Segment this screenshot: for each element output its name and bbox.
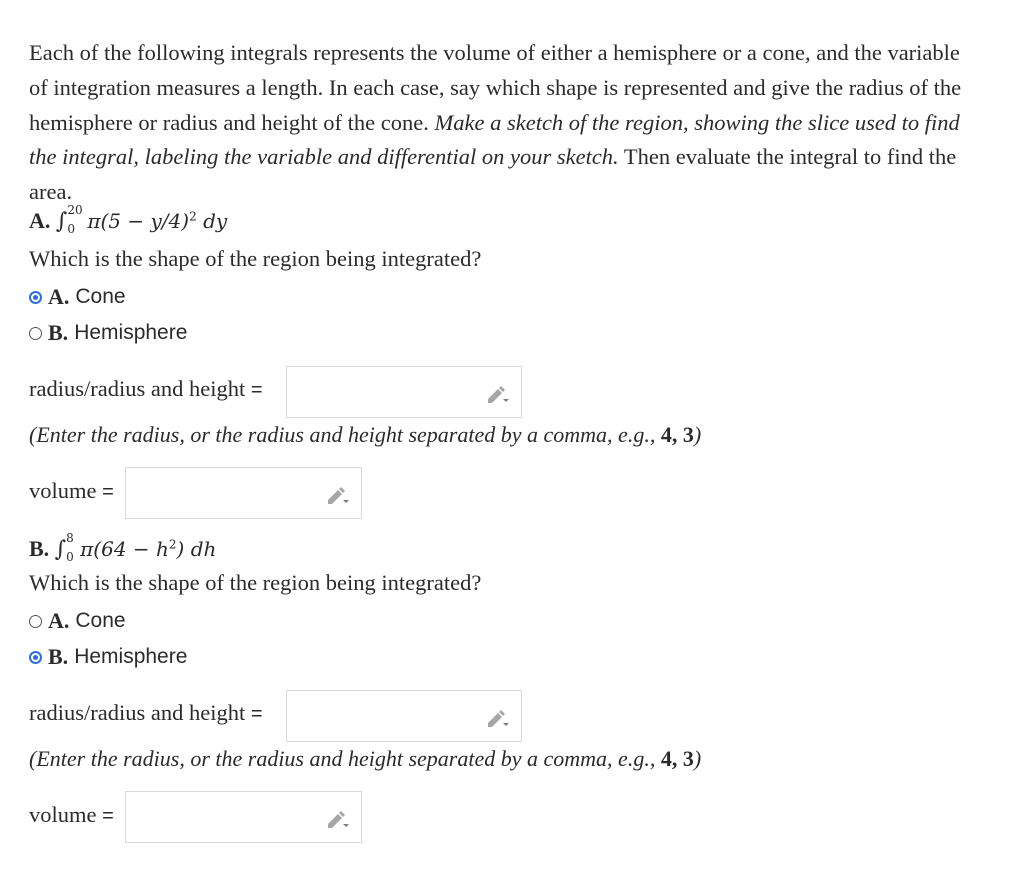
hint-text: (Enter the radius, or the radius and height separated by a comma, e.g., bbox=[29, 746, 661, 771]
problem-a-hint bbox=[29, 422, 701, 448]
problem-a-question: Which is the shape of the region being integrated? bbox=[29, 246, 482, 271]
problem-a-option-hemisphere[interactable] bbox=[29, 320, 187, 346]
instructions-paragraph bbox=[29, 36, 979, 210]
problem-b-statement bbox=[29, 530, 217, 564]
lower-limit: 0 bbox=[66, 549, 74, 564]
hint-close: ) bbox=[693, 746, 702, 771]
volume-label-text: volume bbox=[29, 478, 97, 503]
option-text: Hemisphere bbox=[74, 321, 188, 344]
problem-b-option-cone[interactable] bbox=[29, 608, 126, 634]
volume-label-text: volume bbox=[29, 802, 97, 827]
radio-selected-icon[interactable] bbox=[29, 291, 42, 304]
problem-b-hint bbox=[29, 746, 701, 772]
option-letter: A. bbox=[48, 608, 70, 633]
problem-a-radius-input[interactable] bbox=[286, 366, 522, 418]
exponent: 2 bbox=[189, 209, 197, 224]
problem-a-radius-label bbox=[29, 376, 263, 402]
integrand: π(5 − y/4) bbox=[87, 209, 190, 233]
instructions-italic: Make a sketch of the region, showing the slice used to find the integral, labeling the variable and differential on your sketch. bbox=[29, 109, 960, 170]
radius-label-text: radius/radius and height bbox=[29, 700, 246, 725]
upper-limit: 8 bbox=[66, 530, 74, 545]
option-letter: B. bbox=[48, 320, 69, 345]
hint-example: 4, 3 bbox=[660, 746, 694, 771]
differential: dh bbox=[190, 537, 217, 561]
problem-a-volume-input[interactable] bbox=[125, 467, 362, 519]
integral-expression bbox=[54, 530, 217, 564]
pencil-dropdown-icon[interactable] bbox=[485, 707, 511, 729]
pencil-dropdown-icon[interactable] bbox=[325, 808, 351, 830]
hint-close: ) bbox=[693, 422, 702, 447]
equals-sign: = bbox=[102, 805, 114, 827]
equals-sign: = bbox=[250, 379, 263, 401]
radio-selected-icon[interactable] bbox=[29, 651, 42, 664]
problem-b-volume-label bbox=[29, 802, 114, 828]
integrand-close: ) bbox=[176, 537, 185, 561]
problem-b-radius-input[interactable] bbox=[286, 690, 522, 742]
problem-b-question: Which is the shape of the region being integrated? bbox=[29, 570, 482, 595]
integral-expression bbox=[55, 202, 228, 236]
problem-a-statement bbox=[29, 202, 228, 236]
equals-sign: = bbox=[250, 703, 263, 725]
differential: dy bbox=[203, 209, 228, 233]
problem-b-option-hemisphere[interactable] bbox=[29, 644, 187, 670]
option-letter: B. bbox=[48, 644, 69, 669]
radio-unselected-icon[interactable] bbox=[29, 327, 42, 340]
integral-sign: ∫ bbox=[54, 537, 67, 562]
integral-sign: ∫ bbox=[55, 209, 68, 234]
problem-b-radius-label bbox=[29, 700, 263, 726]
radio-unselected-icon[interactable] bbox=[29, 615, 42, 628]
hint-example: 4, 3 bbox=[660, 422, 694, 447]
equals-sign: = bbox=[102, 481, 114, 503]
problem-b-volume-input[interactable] bbox=[125, 791, 362, 843]
problem-a-option-cone[interactable] bbox=[29, 284, 126, 310]
pencil-dropdown-icon[interactable] bbox=[485, 383, 511, 405]
radius-label-text: radius/radius and height bbox=[29, 376, 246, 401]
option-text: Cone bbox=[75, 285, 126, 308]
option-letter: A. bbox=[48, 284, 70, 309]
problem-a-volume-label bbox=[29, 478, 114, 504]
option-text: Cone bbox=[75, 609, 126, 632]
instructions-text-end: Then evaluate the integral to find the area. bbox=[29, 144, 957, 205]
pencil-dropdown-icon[interactable] bbox=[325, 484, 351, 506]
problem-label: A. bbox=[29, 208, 51, 233]
exponent: 2 bbox=[168, 537, 177, 552]
hint-text: (Enter the radius, or the radius and height separated by a comma, e.g., bbox=[29, 422, 661, 447]
instructions-text: Each of the following integrals represents the volume of either a hemisphere or a cone, and the variable of integration measures a length. In each case, say which shape is represented and give the radius of the hemisphere or radius and height of the cone. bbox=[29, 40, 962, 135]
integrand: π(64 − h bbox=[80, 537, 169, 561]
problem-label: B. bbox=[29, 536, 50, 561]
option-text: Hemisphere bbox=[74, 645, 188, 668]
upper-limit: 20 bbox=[67, 202, 83, 217]
lower-limit: 0 bbox=[67, 221, 75, 236]
